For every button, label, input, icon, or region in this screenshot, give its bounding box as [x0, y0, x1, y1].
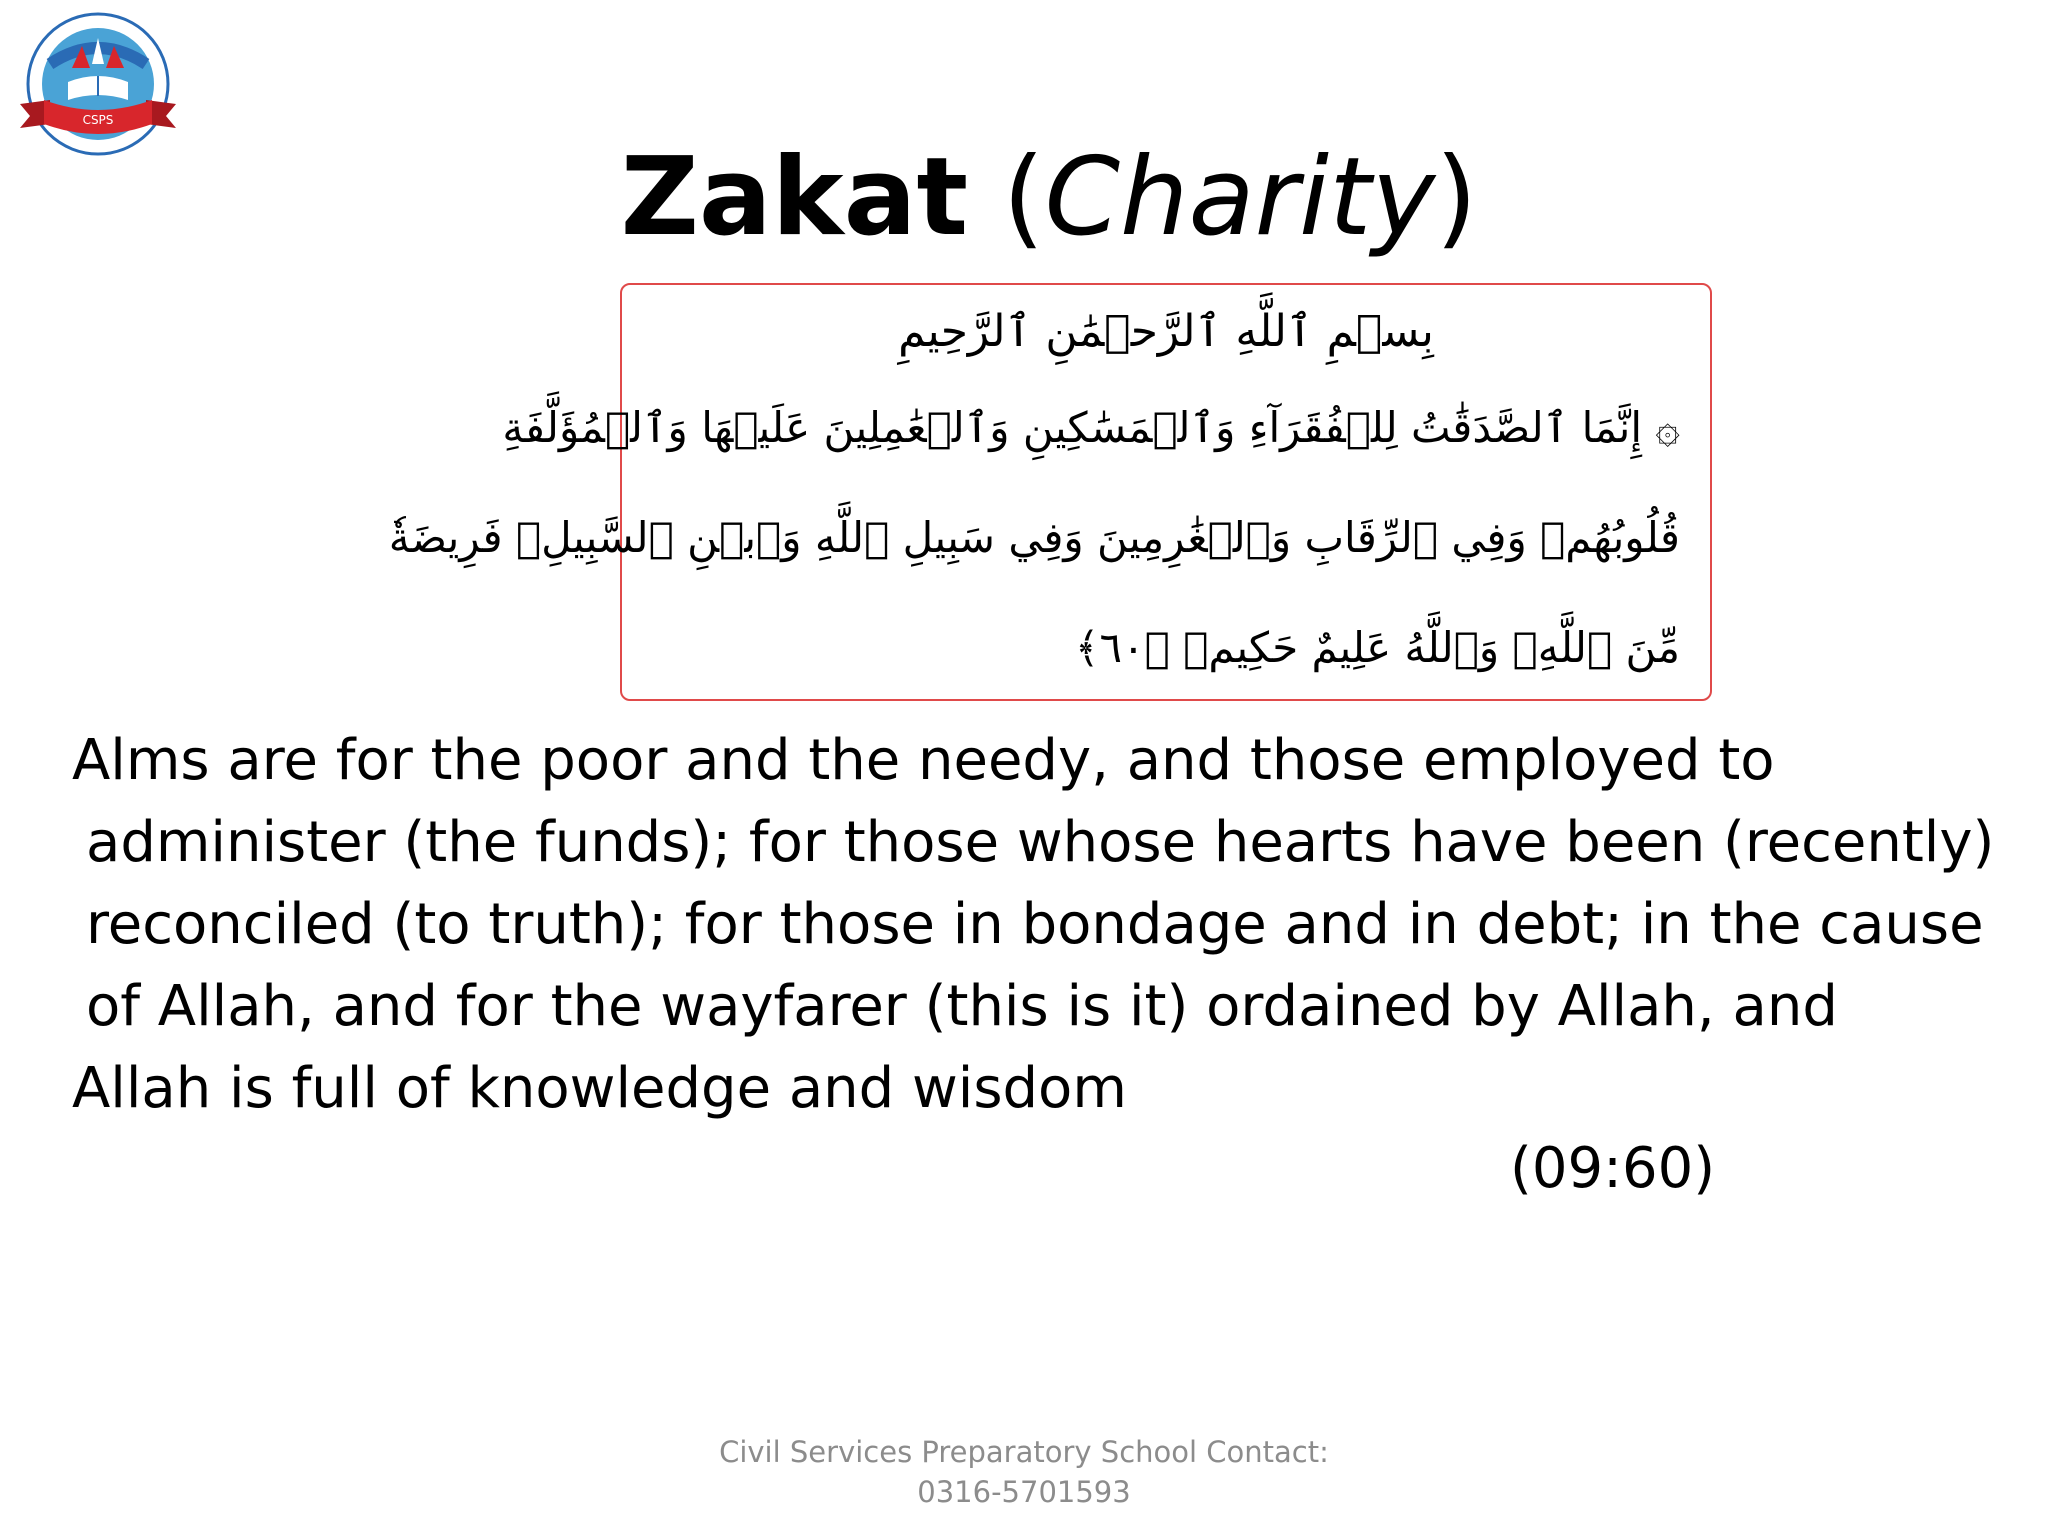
- title-open-paren: (: [1002, 135, 1045, 260]
- logo-center-text: CSPS: [82, 113, 114, 127]
- title-close-paren: ): [1435, 135, 1478, 260]
- footer-contact: [0, 1432, 2048, 1512]
- verse-translation: [72, 720, 2002, 1130]
- quran-verse-box: [388, 283, 1712, 701]
- verse-line-2: قُلُوبُهُمۡ وَفِي ٱلرِّقَابِ وَٱلۡغَٰرِمِينَ وَفِي سَبِيلِ ٱللَّهِ وَٱبۡنِ ٱلسَّبِيلِۖ فَرِيضَةٗ: [388, 513, 1680, 562]
- translation-line: reconciled (to truth); for those in bondage and in debt; in the cause: [86, 892, 1984, 957]
- basmala-text: بِسۡمِ ٱللَّهِ ٱلرَّحۡمَٰنِ ٱلرَّحِيمِ: [898, 306, 1434, 357]
- page-title: [0, 128, 2048, 268]
- translation-line: administer (the funds); for those whose hearts have been (recently): [86, 810, 1995, 875]
- translation-line: Alms are for the poor and the needy, and those employed to: [72, 728, 1775, 793]
- title-main: Zakat: [620, 135, 969, 260]
- title-subtitle: Charity: [1044, 135, 1436, 260]
- verse-line-3: مِّنَ ٱللَّهِۗ وَٱللَّهُ عَلِيمٌ حَكِيمٞ ﴿٦٠﴾: [1074, 623, 1680, 672]
- verse-reference: (09:60): [1510, 1136, 1716, 1201]
- footer-school-name: Civil Services Preparatory School Contact:: [719, 1435, 1329, 1469]
- translation-line: of Allah, and for the wayfarer (this is it) ordained by Allah, and: [86, 974, 1838, 1039]
- footer-phone-number: 0316-5701593: [917, 1475, 1131, 1509]
- verse-line-1: ۞ إِنَّمَا ٱلصَّدَقَٰتُ لِلۡفُقَرَآءِ وَٱلۡمَسَٰكِينِ وَٱلۡعَٰمِلِينَ عَلَيۡهَا وَٱلۡمُؤَلَّفَةِ: [502, 403, 1680, 452]
- translation-line: Allah is full of knowledge and wisdom: [72, 1056, 1127, 1121]
